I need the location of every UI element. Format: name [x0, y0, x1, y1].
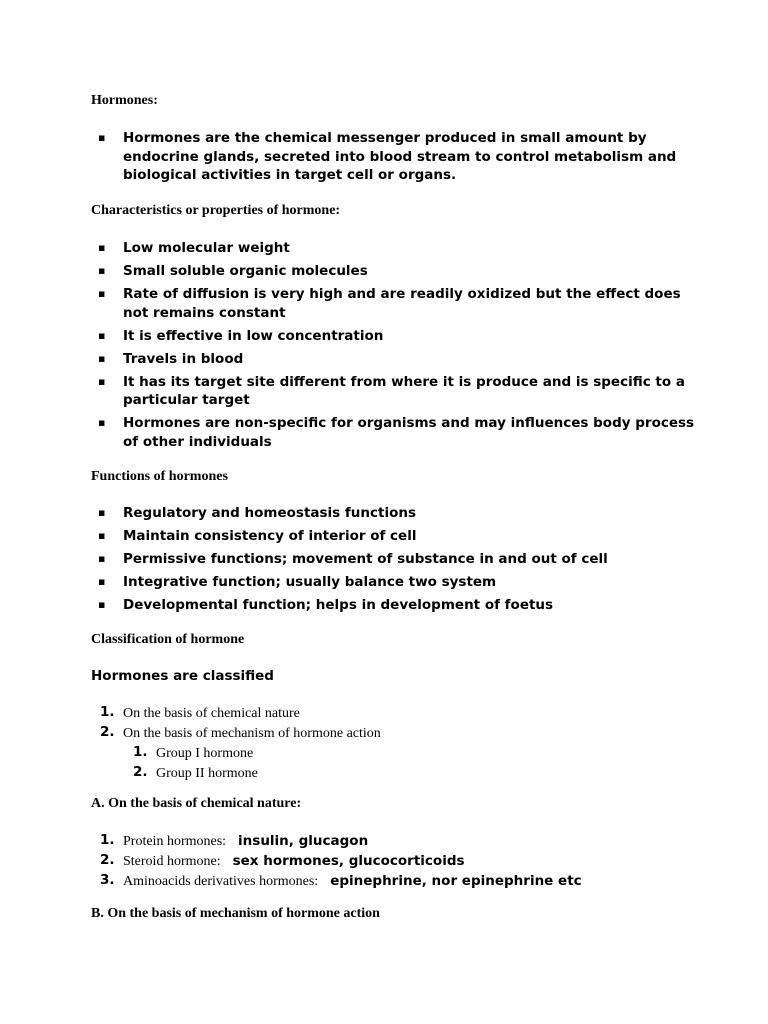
list-number: 1.: [100, 704, 115, 720]
list-item-text: Maintain consistency of interior of cell: [123, 528, 417, 544]
bullet-icon: ▪: [98, 328, 106, 342]
list-number: 2.: [133, 764, 148, 780]
list-item-examples: epinephrine, nor epinephrine etc: [330, 873, 582, 889]
list-item: [98, 262, 698, 281]
bullet-icon: ▪: [98, 241, 106, 254]
chemical-nature-title: A. On the basis of chemical nature:: [91, 796, 302, 811]
list-item-label: Steroid hormone:: [123, 854, 221, 869]
hormones-title: Hormones:: [91, 93, 158, 108]
sub-list: [133, 743, 381, 783]
list-item: [100, 851, 582, 871]
bullet-icon: ▪: [98, 351, 106, 365]
list-number: 2.: [100, 852, 115, 868]
bullet-icon: ▪: [98, 374, 106, 388]
definition-item: [98, 129, 698, 185]
bullet-icon: ▪: [98, 264, 106, 277]
list-item: [98, 285, 698, 322]
list-item-text: It has its target site different from where it is produce and is specific to a particular target: [123, 373, 685, 408]
list-number: 3.: [100, 872, 115, 888]
classification-title: Classification of hormone: [91, 632, 245, 647]
list-item-text: Rate of diffusion is very high and are readily oxidized but the effect does not remains constant: [123, 286, 681, 321]
list-item-text: On the basis of mechanism of hormone action: [123, 726, 381, 741]
bullet-icon: ▪: [98, 575, 106, 588]
list-item: [100, 723, 381, 783]
bullet-icon: ▪: [98, 506, 106, 519]
list-number: 1.: [133, 744, 148, 760]
list-item-text: Group II hormone: [156, 766, 258, 781]
list-item: [98, 414, 698, 451]
chemical-nature-list: [100, 831, 582, 891]
list-item-examples: insulin, glucagon: [238, 833, 369, 849]
list-number: 2.: [100, 724, 115, 740]
list-item-text: Travels in blood: [123, 350, 244, 367]
list-item-text: It is effective in low concentration: [123, 327, 384, 344]
list-item-text: Developmental function; helps in development of foetus: [123, 597, 554, 613]
list-item-text: Regulatory and homeostasis functions: [123, 505, 417, 521]
list-number: 1.: [100, 832, 115, 848]
list-item-text: Hormones are non-specific for organisms and may influences body process of other individuals: [123, 415, 695, 450]
classified-heading: Hormones are classified: [91, 668, 274, 684]
bullet-icon: ▪: [98, 131, 106, 144]
list-item: [98, 550, 698, 569]
bullet-icon: ▪: [98, 552, 106, 565]
list-item: [98, 373, 698, 410]
list-item: [98, 327, 698, 346]
sub-list-item: [133, 763, 381, 783]
list-item-text: Small soluble organic molecules: [123, 263, 368, 279]
characteristics-list: [98, 239, 698, 456]
bullet-icon: ▪: [98, 598, 106, 611]
functions-title: Functions of hormones: [91, 469, 228, 484]
list-item: [98, 504, 698, 523]
list-item-examples: sex hormones, glucocorticoids: [232, 853, 465, 869]
list-item: [98, 527, 698, 546]
definition-text: Hormones are the chemical messenger produced in small amount by endocrine glands, secreted into blood stream to control metabolism and biological activities in target cell or organs.: [123, 130, 677, 183]
bullet-icon: ▪: [98, 287, 106, 300]
bullet-icon: ▪: [98, 529, 106, 542]
characteristics-title: Characteristics or properties of hormone:: [91, 203, 341, 218]
bullet-icon: ▪: [98, 416, 106, 429]
mechanism-title: B. On the basis of mechanism of hormone action: [91, 906, 380, 921]
list-item: [98, 239, 698, 258]
list-item: [98, 573, 698, 592]
list-item-text: Integrative function; usually balance two system: [123, 574, 497, 590]
list-item: [100, 703, 381, 723]
list-item-label: Protein hormones:: [123, 834, 227, 849]
list-item: [100, 871, 582, 891]
list-item: [98, 596, 698, 615]
list-item-text: Group I hormone: [156, 746, 254, 761]
list-item: [100, 831, 582, 851]
list-item-text: Low molecular weight: [123, 240, 290, 256]
list-item-text: On the basis of chemical nature: [123, 706, 300, 721]
list-item-label: Aminoacids derivatives hormones:: [123, 874, 319, 889]
list-item: [98, 350, 698, 369]
sub-list-item: [133, 743, 381, 763]
functions-list: [98, 504, 698, 619]
classification-list: [100, 703, 381, 783]
definition-list: [98, 129, 698, 189]
list-item-text: Permissive functions; movement of substance in and out of cell: [123, 551, 608, 567]
